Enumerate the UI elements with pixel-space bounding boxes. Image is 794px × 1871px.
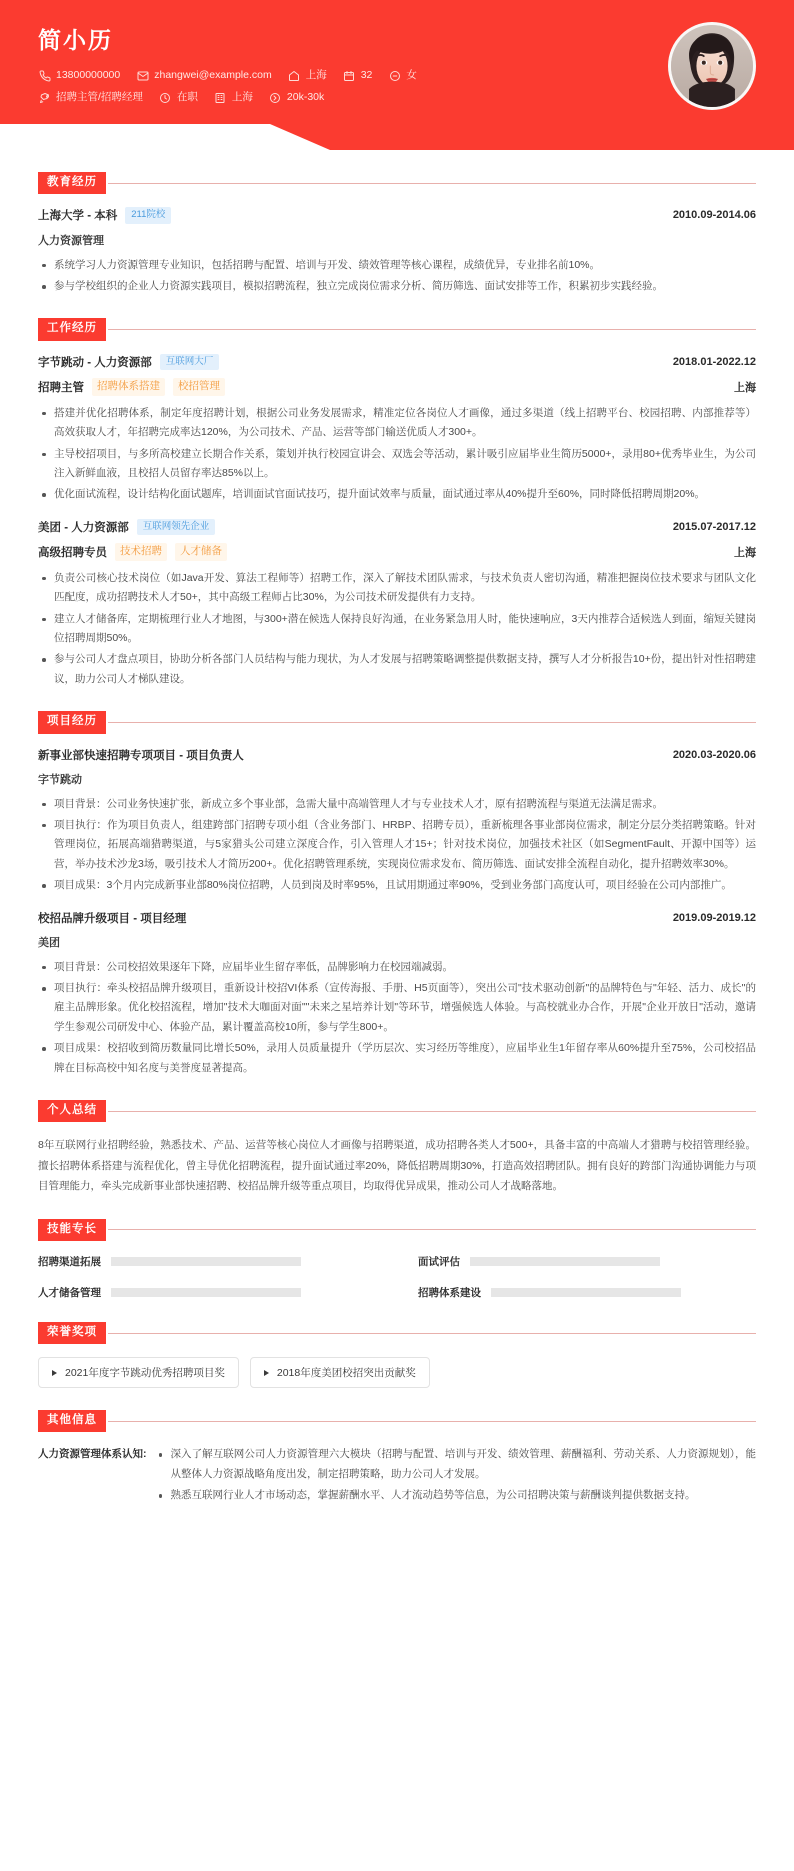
project-entry-header	[38, 910, 756, 926]
section-rule	[108, 329, 756, 330]
section-title-work: 工作经历	[38, 318, 106, 340]
section-rule	[108, 1229, 756, 1230]
education-bullets	[40, 256, 756, 297]
project-entry	[38, 910, 756, 1079]
list-item: 熟悉互联网行业人才市场动态，掌握薪酬水平、人才流动趋势等信息，为公司招聘决策与薪酬谈判提供数据支持。	[157, 1486, 757, 1505]
section-work	[38, 318, 756, 689]
calendar-icon	[343, 69, 356, 82]
skill-tag: 人才储备	[175, 543, 227, 561]
project-date: 2020.03-2020.06	[672, 748, 756, 761]
section-skills	[38, 1219, 756, 1300]
job-status-value: 在职	[176, 91, 198, 104]
section-education	[38, 172, 756, 296]
section-header-summary	[38, 1100, 756, 1122]
status-icon	[159, 91, 172, 104]
work-location: 上海	[734, 546, 756, 559]
list-item: 负责公司核心技术岗位（如Java开发、算法工程师等）招聘工作，深入了解技术团队需求，与技术负责人密切沟通，精准把握岗位技术要求与团队文化匹配度，成功招聘技术人才50+，其中高级工程师占比30%，为公司技术研发提供有力支持。	[40, 569, 756, 608]
company-name: 字节跳动 - 人力资源部	[38, 356, 152, 369]
section-title-summary: 个人总结	[38, 1100, 106, 1122]
project-company: 美团	[38, 936, 60, 949]
award-label: 2021年度字节跳动优秀招聘项目奖	[65, 1367, 225, 1380]
header-angled-notch	[0, 124, 330, 150]
work-role-left	[38, 543, 227, 561]
section-header-skills	[38, 1219, 756, 1241]
other-info-label: 人力资源管理体系认知:	[38, 1448, 147, 1461]
education-entry-header	[38, 207, 756, 223]
skill-tag: 技术招聘	[115, 543, 167, 561]
work-role-left	[38, 378, 225, 396]
skill-tag: 招聘体系搭建	[92, 378, 165, 396]
header-info-block	[38, 22, 518, 113]
work-bullets	[40, 404, 756, 505]
list-item: 项目背景：公司校招效果逐年下降，应届毕业生留存率低，品牌影响力在校园端减弱。	[40, 958, 756, 977]
section-title-skills: 技能专长	[38, 1219, 106, 1241]
award-chip	[38, 1357, 239, 1388]
school-tag: 211院校	[125, 207, 171, 223]
award-row	[38, 1357, 756, 1388]
list-item: 项目执行：牵头校招品牌升级项目，重新设计校招VI体系（宣传海报、手册、H5页面等），突出公司"技术驱动创新"的品牌特色与"年轻、活力、成长"的雇主品牌形象。优化校招流程，增加"技术大咖面对面""未来之星培养计划"等环节，增强候选人体验。与高校就业办合作，开展"企业开放日"活动，邀请学生参观公司研发中心、体验产品，累计覆盖高校10所，参与学生800+。	[40, 979, 756, 1037]
skill-tag: 校招管理	[173, 378, 225, 396]
contact-phone	[38, 69, 120, 82]
work-bullets	[40, 569, 756, 690]
project-bullets	[40, 795, 756, 896]
avatar	[668, 22, 756, 110]
skill-grid	[38, 1254, 756, 1300]
education-entry-left	[38, 207, 171, 223]
target-position-value: 招聘主管/招聘经理	[56, 91, 143, 104]
avatar-photo	[671, 25, 753, 107]
section-rule	[108, 722, 756, 723]
triangle-icon	[52, 1370, 57, 1376]
work-entry-header	[38, 354, 756, 370]
list-item: 系统学习人力资源管理专业知识，包括招聘与配置、培训与开发、绩效管理等核心课程，成绩优异，专业排名前10%。	[40, 256, 756, 275]
project-name: 新事业部快速招聘专项项目 - 项目负责人	[38, 749, 244, 762]
target-position	[38, 91, 143, 104]
company-tag: 互联网大厂	[160, 354, 220, 370]
contact-email-value: zhangwei@example.com	[154, 69, 272, 82]
salary-icon	[269, 91, 282, 104]
skill-item	[38, 1254, 376, 1269]
section-header-work	[38, 318, 756, 340]
company-tag: 互联网领先企业	[137, 519, 216, 535]
section-title-education: 教育经历	[38, 172, 106, 194]
section-rule	[108, 1333, 756, 1334]
skill-progress-track	[470, 1257, 660, 1266]
skill-label: 人才储备管理	[38, 1286, 101, 1299]
project-company: 字节跳动	[38, 773, 82, 786]
skill-item	[38, 1285, 376, 1300]
list-item: 优化面试流程，设计结构化面试题库，培训面试官面试技巧，提升面试效率与质量，面试通过率从40%提升至60%，同时降低招聘周期20%。	[40, 485, 756, 504]
section-title-other: 其他信息	[38, 1410, 106, 1432]
other-info-body	[155, 1445, 757, 1507]
building-icon	[214, 91, 227, 104]
list-item: 主导校招项目，与多所高校建立长期合作关系，策划并执行校园宣讲会、双选会等活动，累计吸引应届毕业生简历5000+，录用80+优秀毕业生，为公司注入新鲜血液，且校招人员留存率达85%以上。	[40, 445, 756, 484]
phone-icon	[38, 69, 51, 82]
project-entry-header	[38, 747, 756, 763]
section-summary	[38, 1100, 756, 1197]
skill-progress-track	[491, 1288, 681, 1297]
contact-hometown-value: 上海	[305, 69, 327, 82]
rocket-icon	[38, 91, 51, 104]
list-item: 搭建并优化招聘体系，制定年度招聘计划，根据公司业务发展需求，精准定位各岗位人才画像，通过多渠道（线上招聘平台、校园招聘、内部推荐等）高效获取人才，年招聘完成率达120%，为公司技术、产品、运营等部门输送优质人才300+。	[40, 404, 756, 443]
contact-email	[136, 69, 271, 82]
award-label: 2018年度美团校招突出贡献奖	[276, 1367, 416, 1380]
job-status	[159, 91, 198, 104]
contact-gender	[388, 69, 417, 82]
skill-item	[418, 1254, 756, 1269]
education-date: 2010.09-2014.06	[672, 209, 756, 222]
work-entry-left	[38, 354, 219, 370]
section-awards	[38, 1322, 756, 1388]
work-entry	[38, 354, 756, 505]
project-bullets	[40, 958, 756, 1079]
work-date: 2015.07-2017.12	[672, 520, 756, 533]
home-icon	[288, 69, 301, 82]
section-header-education	[38, 172, 756, 194]
skill-progress-track	[111, 1288, 301, 1297]
expected-salary	[269, 91, 324, 104]
work-location: 上海	[734, 381, 756, 394]
other-bullets	[157, 1445, 757, 1505]
contact-row-secondary	[38, 91, 518, 104]
gender-icon	[388, 69, 401, 82]
contact-phone-value: 13800000000	[56, 69, 121, 82]
section-header-project	[38, 711, 756, 733]
education-major: 人力资源管理	[38, 234, 104, 247]
contact-gender-value: 女	[406, 69, 417, 82]
section-title-awards: 荣誉奖项	[38, 1322, 106, 1344]
list-item: 项目背景：公司业务快速扩张，新成立多个事业部，急需大量中高端管理人才与专业技术人才，原有招聘流程与渠道无法满足需求。	[40, 795, 756, 814]
company-name: 美团 - 人力资源部	[38, 521, 129, 534]
school-name: 上海大学 - 本科	[38, 210, 118, 223]
list-item: 项目成果：校招收到简历数量同比增长50%，录用人员质量提升（学历层次、实习经历等维度），应届毕业生1年留存率从60%提升至75%，公司校招品牌在目标高校中知名度与美誉度显著提高。	[40, 1039, 756, 1078]
project-date: 2019.09-2019.12	[672, 911, 756, 924]
project-name: 校招品牌升级项目 - 项目经理	[38, 912, 187, 925]
project-entry	[38, 747, 756, 896]
contact-row-primary	[38, 69, 518, 82]
summary-text: 8年互联网行业招聘经验，熟悉技术、产品、运营等核心岗位人才画像与招聘渠道，成功招聘各类人才500+，具备丰富的中高端人才猎聘与校招管理经验。擅长招聘体系搭建与流程优化，曾主导优化招聘流程，提升面试通过率20%，降低招聘周期30%，打造高效招聘团队。拥有良好的跨部门沟通协调能力与项目管理能力，牵头完成新事业部快速招聘、校招品牌升级等重点项目，均取得优异成果，推动公司人才战略落地。	[38, 1139, 756, 1193]
resume-header	[0, 0, 794, 150]
list-item: 参与公司人才盘点项目，协助分析各部门人员结构与能力现状，为人才发展与招聘策略调整提供数据支持，撰写人才分析报告10+份，提出针对性招聘建议，助力公司人才梯队建设。	[40, 650, 756, 689]
section-title-project: 项目经历	[38, 711, 106, 733]
resume-body	[0, 172, 794, 1538]
work-city-value: 上海	[231, 91, 253, 104]
list-item: 建立人才储备库，定期梳理行业人才地图，与300+潜在候选人保持良好沟通，在业务紧急用人时，能快速响应，3天内推荐合适候选人到面，缩短关键岗位招聘周期50%。	[40, 610, 756, 649]
work-role-row	[38, 543, 756, 561]
work-date: 2018.01-2022.12	[672, 355, 756, 368]
section-rule	[108, 1111, 756, 1112]
list-item: 参与学校组织的企业人力资源实践项目，模拟招聘流程，独立完成岗位需求分析、简历筛选、面试安排等工作，积累初步实践经验。	[40, 277, 756, 296]
work-entry	[38, 519, 756, 690]
mail-icon	[136, 69, 149, 82]
skill-item	[418, 1285, 756, 1300]
work-role-row	[38, 378, 756, 396]
contact-age-value: 32	[360, 69, 373, 82]
job-title: 高级招聘专员	[38, 546, 107, 559]
work-city	[214, 91, 253, 104]
section-header-awards	[38, 1322, 756, 1344]
section-rule	[108, 1421, 756, 1422]
triangle-icon	[264, 1370, 269, 1376]
section-other	[38, 1410, 756, 1507]
section-rule	[108, 183, 756, 184]
section-header-other	[38, 1410, 756, 1432]
skill-label: 面试评估	[418, 1255, 460, 1268]
work-entry-header	[38, 519, 756, 535]
list-item: 深入了解互联网公司人力资源管理六大模块（招聘与配置、培训与开发、绩效管理、薪酬福利、劳动关系、人力资源规划），能从整体人力资源战略角度出发，制定招聘策略，助力公司人才发展。	[157, 1445, 757, 1484]
work-entry-left	[38, 519, 215, 535]
other-info-row	[38, 1445, 756, 1507]
section-project	[38, 711, 756, 1078]
contact-hometown	[288, 69, 327, 82]
skill-label: 招聘体系建设	[418, 1286, 481, 1299]
contact-age	[343, 69, 373, 82]
list-item: 项目执行：作为项目负责人，组建跨部门招聘专项小组（含业务部门、HRBP、招聘专员），重新梳理各事业部岗位需求，制定分层分类招聘策略。针对管理岗位，拓展高端猎聘渠道，与5家猎头公司建立深度合作，引入管理人才15+；针对技术岗位，加强技术社区（如SegmentFault、开源中国等）运营，举办技术沙龙3场，吸引技术人才简历200+。优化招聘管理系统，实现岗位需求发布、简历筛选、面试安排全流程自动化，提升招聘效率30%。	[40, 816, 756, 874]
skill-progress-track	[111, 1257, 301, 1266]
expected-salary-value: 20k-30k	[286, 91, 325, 104]
education-entry	[38, 207, 756, 296]
job-title: 招聘主管	[38, 381, 84, 394]
skill-label: 招聘渠道拓展	[38, 1255, 101, 1268]
award-chip	[250, 1357, 430, 1388]
list-item: 项目成果：3个月内完成新事业部80%岗位招聘，人员到岗及时率95%，且试用期通过率90%，受到业务部门高度认可，项目经验在公司内部推广。	[40, 876, 756, 895]
candidate-name: 简小历	[38, 27, 113, 53]
